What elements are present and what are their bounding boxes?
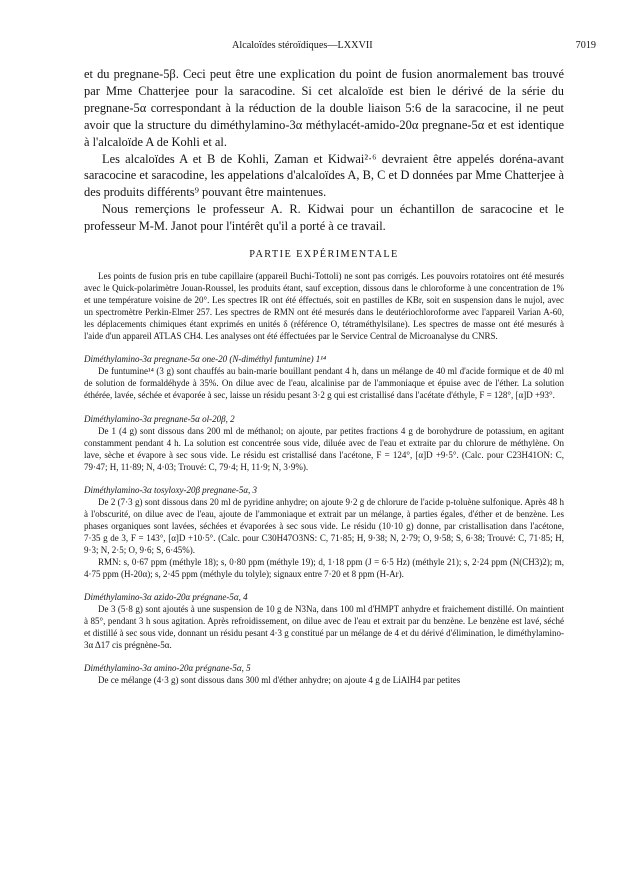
compound-3 (84, 484, 564, 580)
compound-title: Diméthylamino-3α pregnane-5α ol-20β, 2 (84, 413, 235, 424)
page-header (84, 40, 596, 56)
page-number: 7019 (575, 40, 596, 51)
compound-5 (84, 662, 564, 686)
experimental-section (84, 270, 564, 686)
compound-procedure: De funtumine¹⁴ (3 g) sont chauffés au bain-marie bouillant pendant 4 h, dans un mélange de 40 ml d'acide formique et de 40 ml de solution de formaldéhyde à 35%. On dilue avec de l'eau, alcalinise par de l'ammoniaque et épuise avec de l'éther. La solution éthérée, lavée, séchée et évaporée à sec, laisse un résidu pesant 3·2 g qui est cristallisé dans l'acétate d'éthyle, F = 128°, [α]D +93°. (84, 366, 564, 401)
compound-2 (84, 413, 564, 473)
section-heading: PARTIE EXPÉRIMENTALE (249, 249, 399, 261)
compound-4 (84, 591, 564, 651)
intro-paragraph-2: Les alcaloïdes A et B de Kohli, Zaman et Kidwai²·⁶ devraient être appelés doréna-avant saracocine et saracodine, les appelations d'alcaloïdes A, B, C et D données par Mme Chatterjee à des produits différents⁹ pouvant être maintenues. (84, 151, 564, 200)
article-page (84, 40, 596, 686)
compound-1 (84, 353, 564, 401)
compound-title: Diméthylamino-3α azido-20α prégnane-5α, 4 (84, 592, 248, 603)
compound-title: Diméthylamino-3α amino-20α prégnane-5α, 5 (84, 663, 251, 674)
intro-paragraph-1: et du pregnane-5β. Ceci peut être une explication du point de fusion anormalement bas trouvé par Mme Chatterjee pour la saracodine. Si cet alcaloïde est bien le dérivé de la série du pregnane-5α correspondant à la réduction de la double liaison 5:6 de la saracocine, il ne peut avoir que la structure du diméthylamino-3α méthylacét-amido-20α pregnane-5α et est identique à l'alcaloïde A de Kohli et al. (84, 67, 564, 149)
compound-title: Diméthylamino-3α tosyloxy-20β pregnane-5α, 3 (84, 484, 258, 495)
intro-text (84, 66, 564, 235)
compound-procedure: De 3 (5·8 g) sont ajoutés à une suspension de 10 g de N3Na, dans 100 ml d'HMPT anhydre et fraichement distillé. On maintient à 85°, pendant 3 h sous agitation. Après refroidissement, on dilue avec de l'eau et extrait par du benzène. Le benzène est lavé, séché et distillé à sec sous vide, donnant un résidu pesant 4·3 g constitué par un mélange de 4 et du dérivé d'élimination, le diméthylamino-3α Δ17 cis prégnène-5α. (84, 604, 564, 651)
nmr-data: RMN: s, 0·67 ppm (méthyle 18); s, 0·80 ppm (méthyle 19); d, 1·18 ppm (J = 6·5 Hz) (méthyle 21); s, 2·24 ppm (N(CH3)2); m, 4·75 ppm (H-20α); s, 2·45 ppm (méthyle du tolyle); signaux entre 7·20 et 8 ppm (H-Ar). (84, 557, 564, 580)
compound-procedure: De 1 (4 g) sont dissous dans 200 ml de méthanol; on ajoute, par petites fractions 4 g de borohydrure de potassium, en agitant constamment pendant 4 h. La solution est concentrée sous vide, diluée avec de l'eau et extraite par du chlorure de méthylène. On lave, sèche et évapore à sec sous vide. Le résidu est cristallisé dans l'acétone, F = 124°, [α]D +9·5°. (Calc. pour C23H41ON: C, 79·47; H, 11·89; N, 4·03; Trouvé: C, 79·4; H, 11·9; N, 3·9%). (84, 425, 564, 472)
compound-procedure: De 2 (7·3 g) sont dissous dans 20 ml de pyridine anhydre; on ajoute 9·2 g de chlorure de l'acide p-toluène sulfonique. Après 48 h à l'obscurité, on dilue avec de l'eau, ajoute de l'ammoniaque et extrait par un mélange, à parties égales, d'éther et de benzène. Les phases organiques sont lavées, séchées et évaporées à sec sous vide. Le résidu (10·10 g) donne, par cristallisation dans l'acétone, 7·35 g de 3, F = 143°, [α]D +10·5°. (Calc. pour C30H47O3NS: C, 71·85; H, 9·38; N, 2·79; O, 9·58; S, 6·38; Trouvé: C, 71·85; H, 9·3; N, 2·5; O, 9·6; S, 6·45%). (84, 496, 564, 555)
compound-title: Diméthylamino-3α pregnane-5α one-20 (N-diméthyl funtumine) 1¹⁴ (84, 354, 327, 365)
general-methods: Les points de fusion pris en tube capillaire (appareil Buchi-Tottoli) ne sont pas corrigés. Les pouvoirs rotatoires ont été mesurés avec le Quick-polarimètre Jouan-Roussel, les produits étant, sauf exception, dissous dans le chloroforme à une concentration de 1% et une température voisine de 20°. Les spectres IR ont été éffectués, soit en pastilles de KBr, soit en suspension dans le nujol, avec un spectromètre Perkin-Elmer 257. Les spectres de RMN ont été mesurés dans le deutériochloroforme avec l'appareil Varian A-60, les déplacements chimiques étant exprimés en unités δ (référence O, tétraméthylsilane). Les spectres de masse ont été mesurés à l'aide d'un appareil ATLAS CH4. Les analyses ont été éffectuées par le Service Central de Microanalyse du CNRS. (84, 271, 564, 342)
compound-procedure: De ce mélange (4·3 g) sont dissous dans 300 ml d'éther anhydre; on ajoute 4 g de LiAlH4 par petites (98, 675, 461, 686)
running-head: Alcaloïdes stéroïdiques—LXXVII (232, 40, 373, 51)
acknowledgements: Nous remerçions le professeur A. R. Kidwai pour un échantillon de saracocine et le professeur M-M. Janot pour l'intérêt qu'il a porté à ce travail. (84, 202, 564, 234)
